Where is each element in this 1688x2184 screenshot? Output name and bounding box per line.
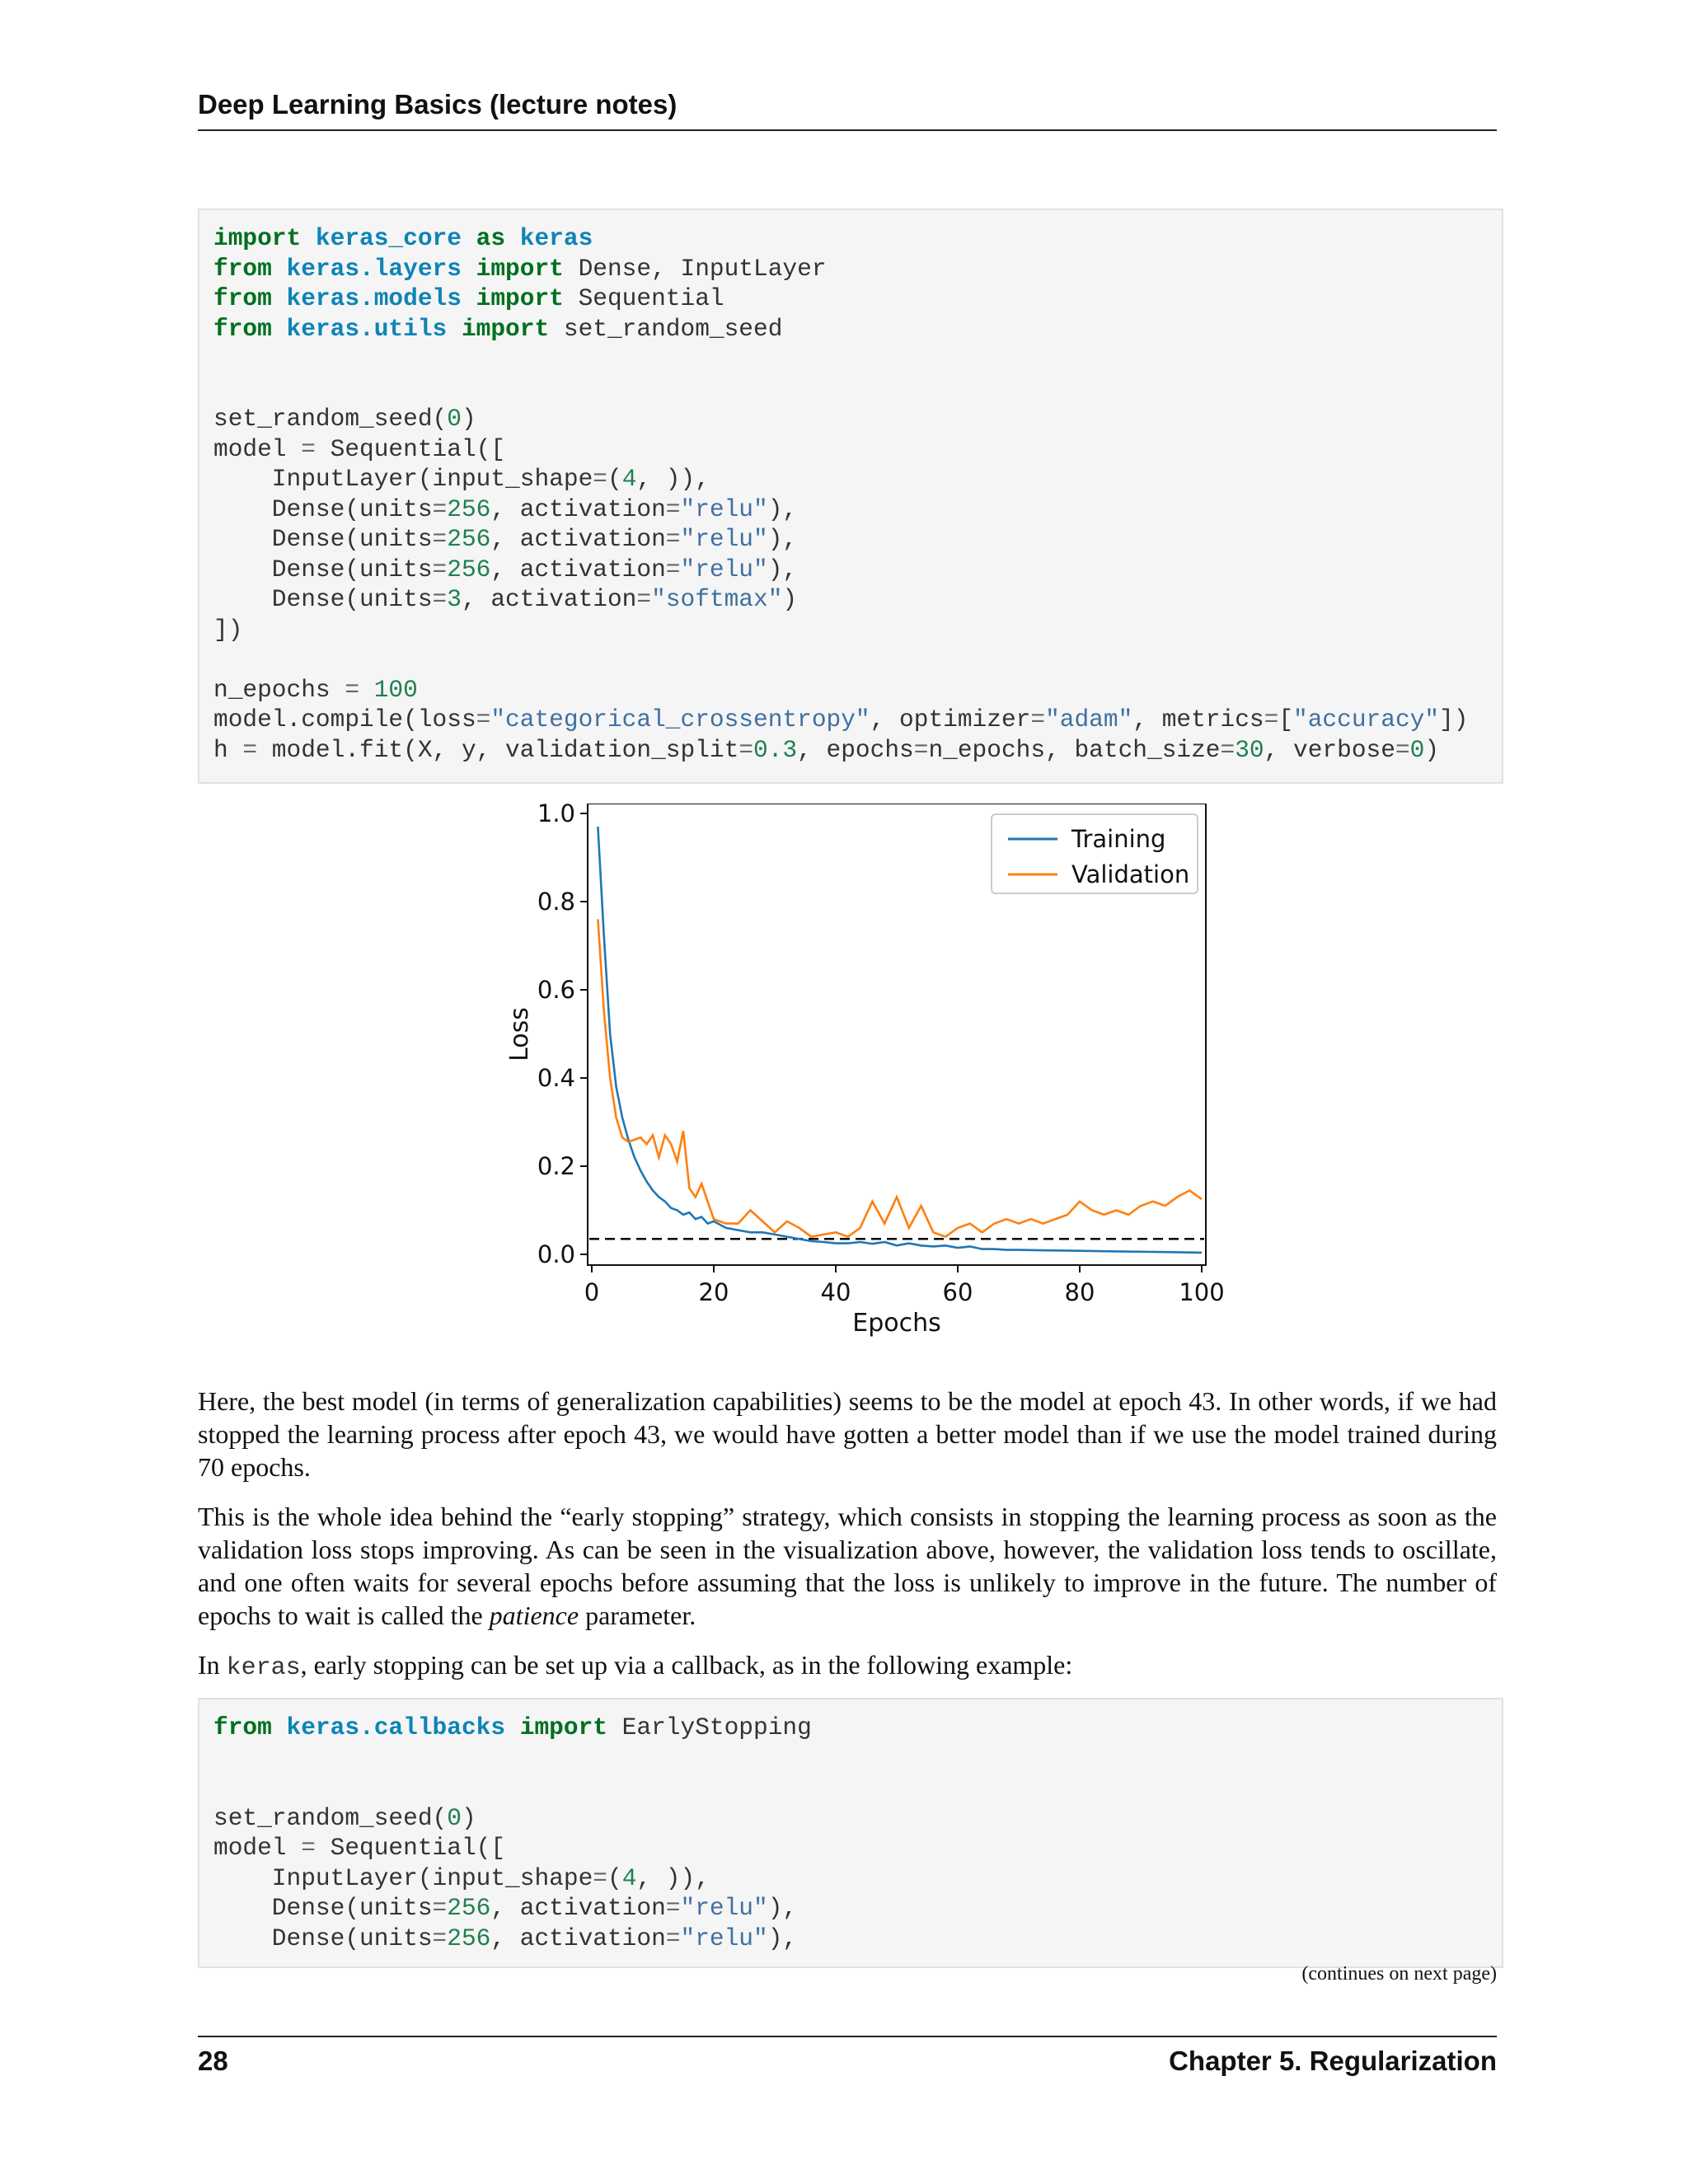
footer-rule — [198, 2036, 1497, 2037]
y-tick-label: 0.2 — [537, 1152, 575, 1180]
paragraph-keras-tail: , early stopping can be set up via a callback, as in the following example: — [300, 1650, 1073, 1680]
code-line: set_random_seed(0) — [213, 1803, 476, 1832]
continues-note: (continues on next page) — [1301, 1963, 1497, 1985]
x-tick-label: 0 — [584, 1278, 600, 1306]
paragraph-best-model: Here, the best model (in terms of generalization capabilities) seems to be the model at epoch 43. In other words, if we had stopped the learning process after epoch 43, we would have gotten a better model than if we use the model trained during 70 epochs. — [198, 1386, 1497, 1482]
code-line: Dense(units=256, activation="relu"), — [213, 1924, 798, 1952]
legend — [992, 814, 1198, 893]
y-axis-label: Loss — [505, 1007, 534, 1062]
x-axis-label: Epochs — [852, 1309, 941, 1338]
loss-chart — [495, 804, 1236, 1347]
patience-term: patience — [489, 1601, 579, 1630]
x-tick-label: 80 — [1064, 1278, 1095, 1306]
code-line: import keras_core as keras — [213, 224, 593, 252]
page-number: 28 — [198, 2046, 228, 2076]
code-line: set_random_seed(0) — [213, 405, 476, 433]
code-line: from keras.layers import Dense, InputLayer — [213, 254, 827, 283]
code-line — [213, 344, 1502, 374]
y-tick-label: 0.6 — [537, 976, 575, 1004]
x-tick-label: 100 — [1179, 1278, 1225, 1306]
y-axis-ticks — [537, 804, 588, 1268]
x-axis-ticks — [584, 1265, 1225, 1306]
code-line: model = Sequential([ — [213, 434, 506, 463]
paragraph-keras-callback — [198, 1648, 1497, 1685]
x-tick-label: 60 — [942, 1278, 973, 1306]
inline-code-keras: keras — [226, 1654, 301, 1682]
y-tick-label: 0.4 — [537, 1064, 575, 1092]
running-header: Deep Learning Basics (lecture notes) — [198, 89, 678, 120]
code-line: Dense(units=256, activation="relu"), — [213, 525, 798, 553]
y-tick-label: 1.0 — [537, 804, 575, 827]
code-line: model = Sequential([ — [213, 1834, 506, 1862]
code-line: from keras.models import Sequential — [213, 284, 724, 312]
y-tick-label: 0.0 — [537, 1240, 575, 1268]
code-line — [213, 1773, 1502, 1803]
legend-label-training: Training — [1071, 825, 1166, 853]
x-tick-label: 20 — [698, 1278, 729, 1306]
paragraph-keras-intro: In — [198, 1650, 227, 1680]
code-line: InputLayer(input_shape=(4, )), — [213, 1863, 710, 1892]
code-line: ]) — [213, 615, 243, 644]
paragraph-early-stopping — [198, 1500, 1497, 1632]
code-line: Dense(units=3, activation="softmax") — [213, 585, 798, 613]
code-line — [213, 374, 1502, 405]
code-line — [213, 644, 1502, 675]
code-line: h = model.fit(X, y, validation_split=0.3, epochs=n_epochs, batch_size=30, verbose=0) — [213, 735, 1440, 764]
code-line: Dense(units=256, activation="relu"), — [213, 1894, 798, 1922]
code-line — [213, 1743, 1502, 1774]
x-tick-label: 40 — [820, 1278, 851, 1306]
header-rule — [198, 129, 1497, 131]
y-tick-label: 0.8 — [537, 888, 575, 916]
code-line: Dense(units=256, activation="relu"), — [213, 555, 798, 583]
validation-loss-line — [598, 919, 1202, 1236]
paragraph-early-stopping-tail: parameter. — [579, 1601, 696, 1630]
code-line: Dense(units=256, activation="relu"), — [213, 494, 798, 523]
code-block-model-training — [198, 209, 1503, 784]
chapter-title: Chapter 5. Regularization — [1169, 2046, 1497, 2076]
code-line: model.compile(loss="categorical_crossentropy", optimizer="adam", metrics=["accuracy"]) — [213, 705, 1469, 733]
code-line: from keras.callbacks import EarlyStopping — [213, 1713, 812, 1741]
code-line: InputLayer(input_shape=(4, )), — [213, 465, 710, 493]
legend-label-validation: Validation — [1071, 860, 1190, 888]
code-block-early-stopping — [198, 1698, 1503, 1968]
paragraph-early-stopping-text: This is the whole idea behind the “early stopping” strategy, which consists in stopping the learning process as soon as the validation loss stops improving. As can be seen in the visualization above, however, the validation loss tends to oscillate, and one often waits for several epochs before assuming that the loss is unlikely to improve in the future. The number of epochs to wait is called the — [198, 1502, 1497, 1630]
code-line: n_epochs = 100 — [213, 675, 418, 704]
code-line: from keras.utils import set_random_seed — [213, 314, 783, 343]
